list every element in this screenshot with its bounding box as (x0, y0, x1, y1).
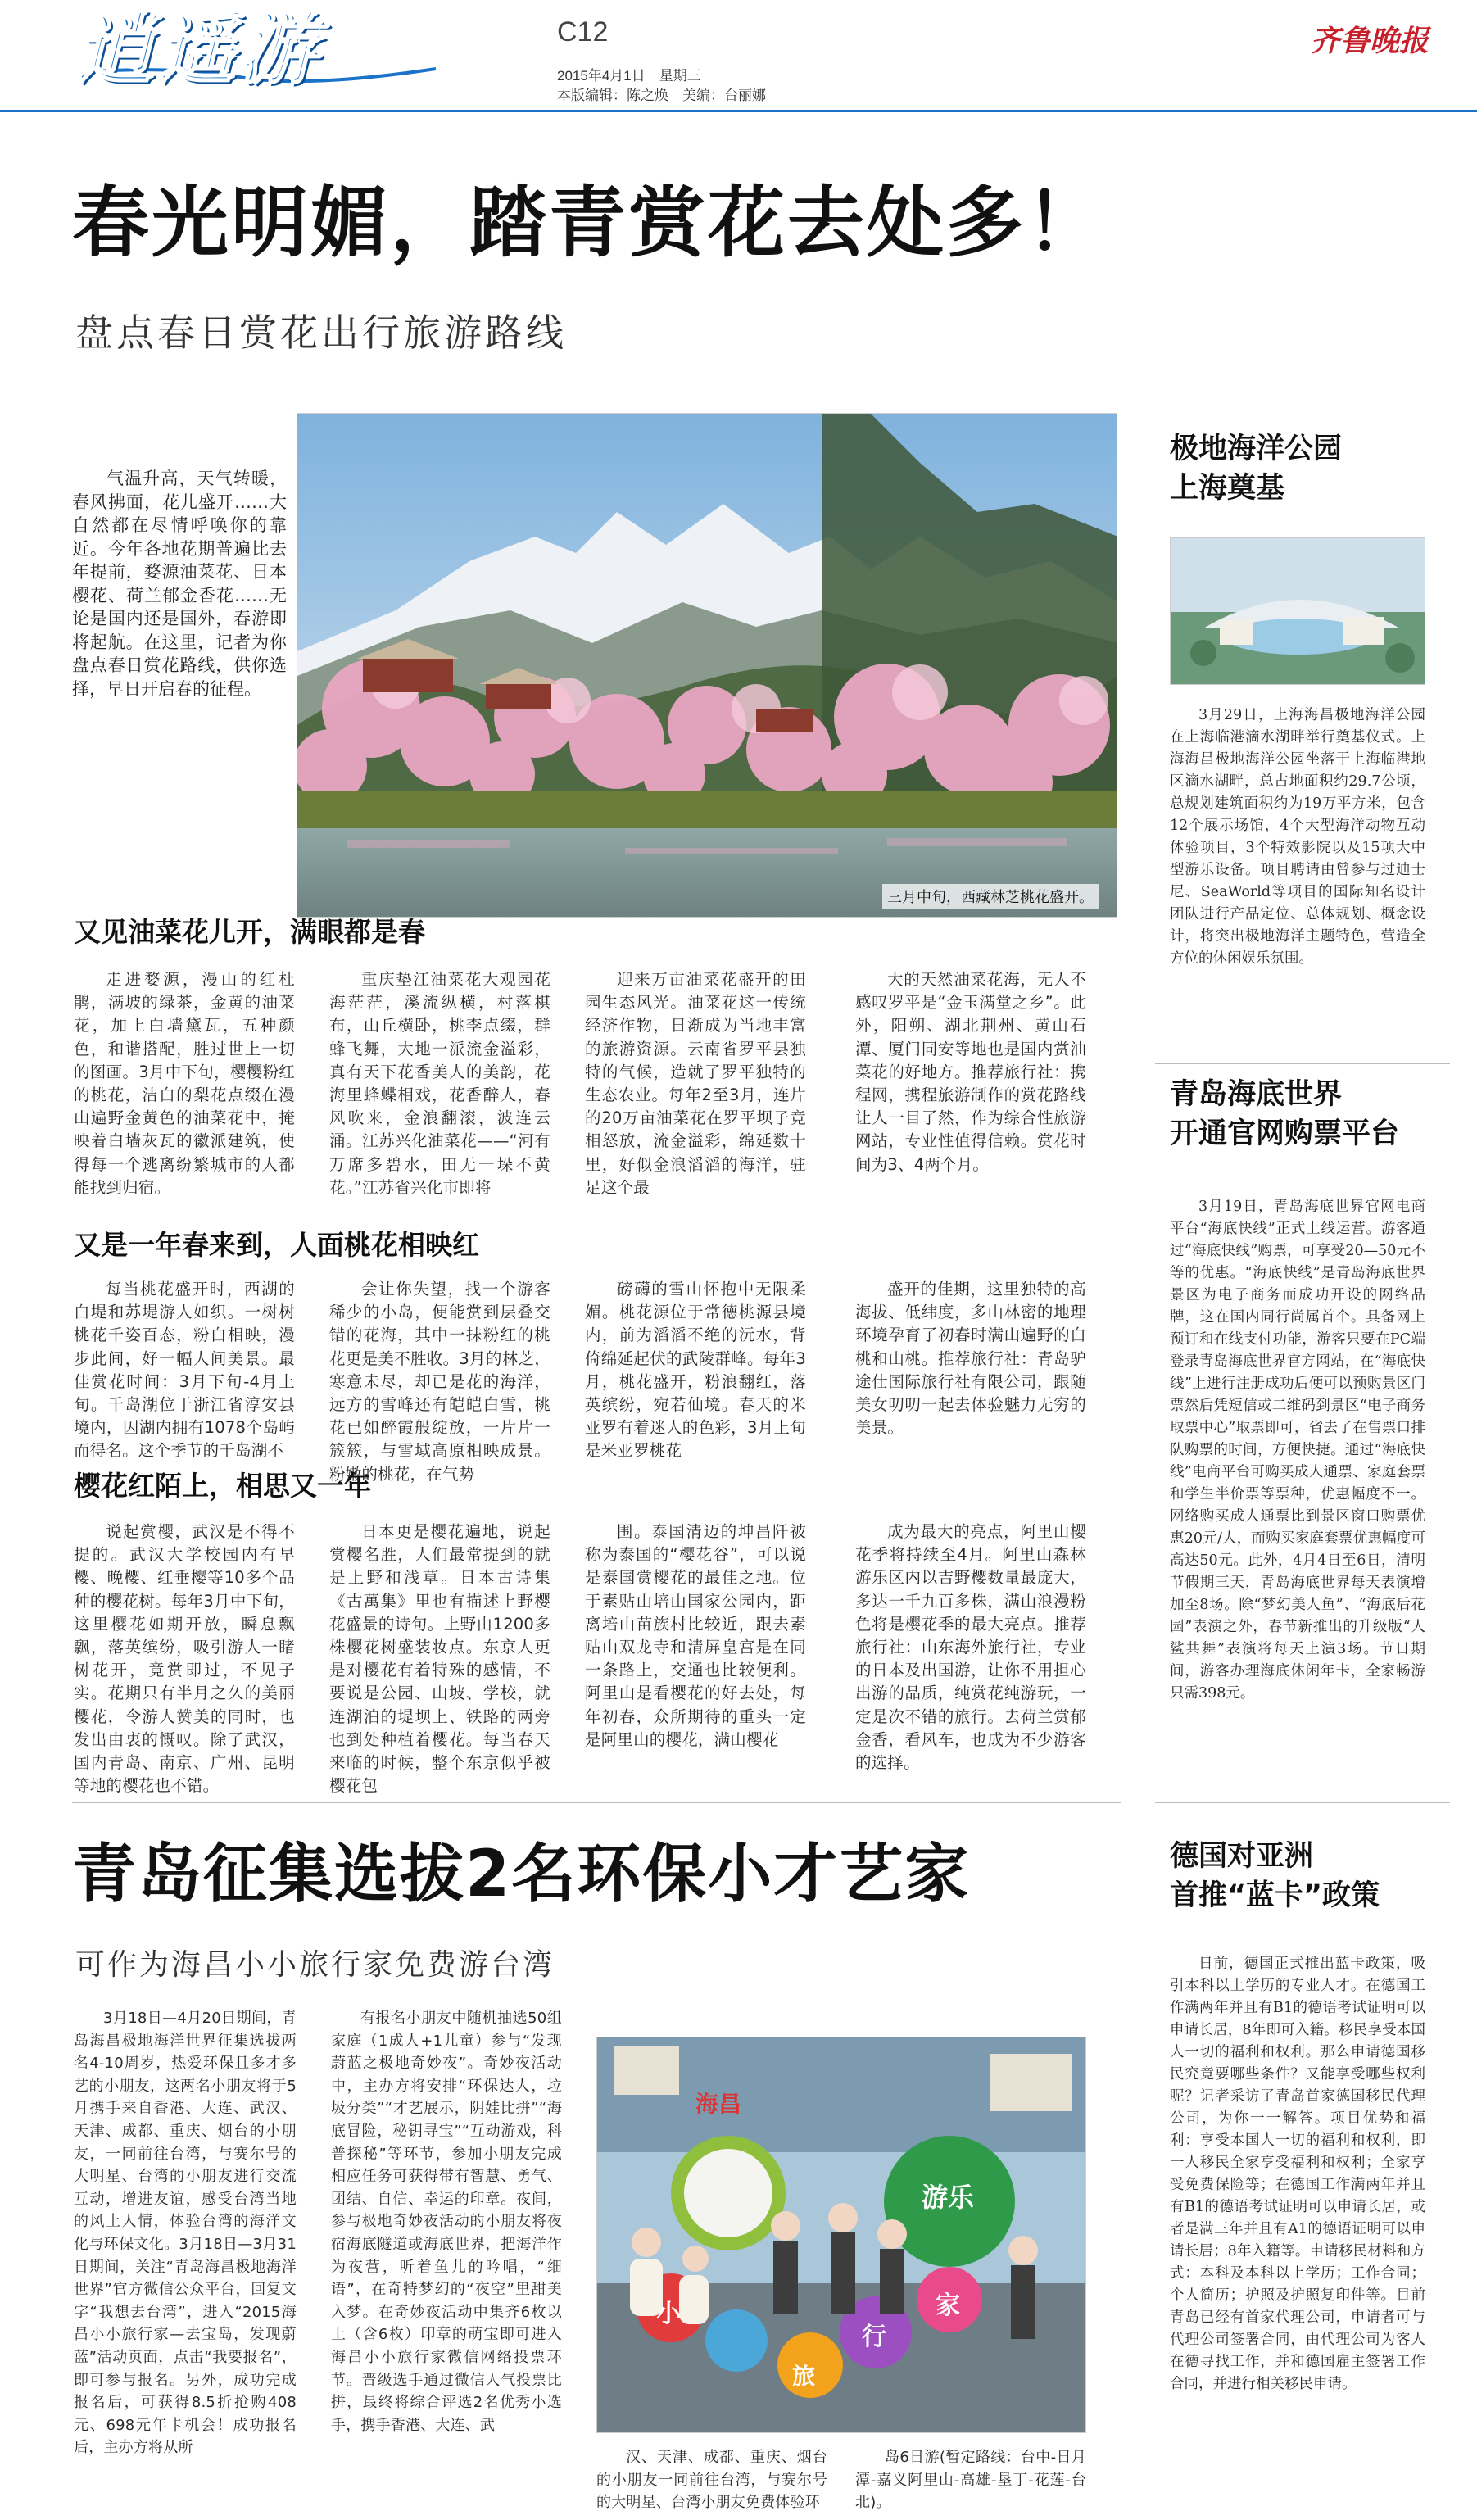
sidebar2-title-line1: 青岛海底世界 (1170, 1078, 1343, 1111)
article2-col1-text: 3月18日—4月20日期间，青岛海昌极地海洋世界征集选拔两名4-10周岁，热爱环保且多才多艺的小朋友，这两名小朋友将于5月携手来自香港、大连、武汉、天津、成都、重庆、烟台的小朋友，一同前往台湾，与赛尔号的大明星、台湾的小朋友进行交流互动，增进友谊，感受台湾当地的风土人情，体验台湾的海洋文化与环保文化。3月18日—3月31日期间，关注“青岛海昌极地海洋世界”官方微信公众平台，回复文字“我想去台湾”，进入“2015海昌小小旅行家—去宝岛，发现蔚蓝”活动页面，点击“我要报名”，即可参与报名。另外，成功完成报名后，可获得8.5折抢购408元、698元年卡机会！成功报名后，主办方将从所 (74, 2010, 297, 2457)
paper-name: 齐鲁晚报 (1311, 24, 1429, 58)
section1-col1-text: 走进婺源，漫山的红杜鹃，满坡的绿茶，金黄的油菜花，加上白墙黛瓦，五种颜色，和谐搭配，胜过世上一切的图画。3月中下旬，樱樱粉红的桃花，洁白的梨花点缀在漫山遍野金黄色的油菜花中，掩映着白墙灰瓦的徽派建筑，使得每一个逃离纷繁城市的人都能找到归宿。 (74, 970, 295, 1197)
section3-col4-text: 成为最大的亮点，阿里山樱花季将持续至4月。阿里山森林游乐区内以吉野樱数量最庞大，多达一千九百多株，满山浪漫粉色将是樱花季的最大亮点。推荐旅行社：山东海外旅行社，专业的日本及出国游，让你不用担心出游的品质，纯赏花纯游玩，一定是次不错的旅行。去荷兰赏郁金香，看风车，也成为不少游客的选择。 (855, 1522, 1086, 1773)
section3-col3-text: 围。泰国清迈的坤昌阡被称为泰国的“樱花谷”，可以说是泰国赏樱花的最佳之地。位于素贴山培山国家公园内，距离培山苗族村比较近，跟去素贴山双龙寺和清屏皇宫是在同一条路上，交通也比较便利。阿里山是看樱花的好去处，每年初春，众所期待的重头一定是阿里山的樱花，满山樱花 (585, 1522, 806, 1749)
masthead (0, 0, 1477, 115)
article2-headline: 青岛征集选拔2名环保小才艺家 (72, 1838, 971, 1911)
sidebar2-title-line2: 开通官网购票平台 (1170, 1117, 1400, 1150)
section1-col3 (585, 968, 806, 1199)
section3-col3 (585, 1521, 806, 1752)
peach-blossom-photo (297, 413, 1117, 918)
sign-youle: 游乐 (922, 2182, 975, 2213)
feature-bottom-rule (72, 1802, 1121, 1803)
issue-date: 2015年4月1日 星期三 (557, 68, 701, 84)
section1-title: 又见油菜花儿开，满眼都是春 (74, 916, 425, 948)
section1-col4-text: 大的天然油菜花海，无人不感叹罗平是“金玉满堂之乡”。此外，阳朔、湖北荆州、黄山石潭、厦门同安等地也是国内赏油菜花的好地方。推荐旅行社：携程网，携程旅游制作的赏花路线让人一目了然，作为综合性旅游网站，专业性值得信赖。赏花时间为3、4两个月。 (855, 970, 1086, 1174)
section2-col4-text: 盛开的佳期，这里独特的高海拔、低纬度，多山林密的地理环境孕育了初春时满山遍野的白桃和山桃。推荐旅行社：青岛驴途仕国际旅行社有限公司，跟随美女叨叨一起去体验魅力无穷的美景。 (855, 1280, 1086, 1438)
section1-col2 (329, 968, 550, 1199)
feature-subhead: 盘点春日赏花出行旅游路线 (75, 310, 567, 355)
sidebar2-body-text: 3月19日，青岛海底世界官网电商平台“海底快线”正式上线运营。游客通过“海底快线”购票，可享受20—50元不等的优惠。“海底快线”是青岛海底世界景区为电子商务而成功开设的网络品牌，这在国内同行尚属首个。具备网上预订和在线支付功能，游客只要在PC端登录青岛海底世界官方网站，在“海底快线”上进行注册成功后便可以预购景区门票然后凭短信或二维码到景区“电子商务取票中心”取票即可，省去了在售票口排队购票的时间，方便快捷。通过“海底快线”电商平台可购买成人通票、家庭套票和学生半价票等票种，优惠幅度不一。网络购买成人通票比到景区窗口购票优惠20元/人，而购买家庭套票优惠幅度可高达50元。此外，4月4日至6日，清明节假期三天，青岛海底世界每天表演增加至8场。除“梦幻美人鱼”、“海底后花园”表演之外，春节新推出的升级版“人鲨共舞”表演将每天上演3场。节日期间，游客办理海底休闲年卡，全家畅游只需398元。 (1170, 1199, 1425, 1702)
article2-col2 (331, 2007, 562, 2436)
sidebar2-title (1170, 1075, 1399, 1153)
section1-col3-text: 迎来万亩油菜花盛开的田园生态风光。油菜花这一传统经济作物，日渐成为当地丰富的旅游资源。云南省罗平县独特的气候，造就了罗平独特的生态农业。每年2至3月，连片的20万亩油菜花在罗平坝子竞相怒放，流金溢彩，绵延数十里，好似金浪滔滔的海洋，驻足这个最 (585, 970, 806, 1197)
sidebar1-body-text: 3月29日，上海海昌极地海洋公园在上海临港滴水湖畔举行奠基仪式。上海海昌极地海洋公园坐落于上海临港地区滴水湖畔，总占地面积约29.7公顷，总规划建筑面积约为19万平方米，包含12个展示场馆，4个大型海洋动物互动体验项目，3个特效影院以及15项大中型游乐设备。项目聘请由曾参与过迪士尼、SeaWorld等项目的国际知名设计团队进行产品定位、总体规划、概念设计，将突出极地海洋主题特色，营造全方位的休闲娱乐氛围。 (1170, 707, 1425, 967)
section2-col2 (329, 1278, 550, 1486)
header-rule (0, 110, 1477, 112)
section3-title: 樱花红陌上，相思又一年 (74, 1470, 371, 1502)
sign-haichang: 海昌 (695, 2091, 742, 2118)
sidebar2-body (1170, 1196, 1425, 1705)
photo-caption: 三月中旬，西藏林芝桃花盛开。 (882, 884, 1099, 909)
article2-col2-text: 有报名小朋友中随机抽选50组家庭（1成人+1儿童）参与“发现蔚蓝之极地奇妙夜”。奇妙夜活动中，主办方将安排“环保达人，垃圾分类”“才艺展示，阴娃比拼”“海底冒险，秘钥寻宝”“互动游戏，科普探秘”等环节，参加小朋友完成相应任务可获得带有智慧、勇气、团结、自信、幸运的印章。夜间，参与极地奇妙夜活动的小朋友将夜宿海底隧道或海底世界，把海洋作为夜营，听着鱼儿的吟唱，“细语”，在奇特梦幻的“夜空”里甜美入梦。在奇妙夜活动中集齐6枚以上（含6枚）印章的萌宝即可进入海昌小小旅行家微信网络投票环节。晋级选手通过微信人气投票比拼，最终将综合评选2名优秀小选手，携手香港、大连、武 (331, 2010, 562, 2434)
kids-event-photo (596, 2037, 1086, 2433)
section3-col1 (74, 1521, 295, 1797)
sidebar3-title-line1: 德国对亚洲 (1170, 1840, 1314, 1873)
article2-col1 (74, 2007, 297, 2459)
section-logo-text: 逍遥游 (75, 3, 321, 95)
peach-blossom-scene (297, 414, 1117, 918)
article2-col4-text: 岛6日游(暂定路线：台中-日月潭-嘉义阿里山-高雄-垦丁-花莲-台北)。 (855, 2449, 1086, 2512)
page-number: C12 (557, 16, 609, 48)
article2-col3-text: 汉、天津、成都、重庆、烟台的小朋友一同前往台湾，与赛尔号的大明星、台湾小朋友免费体验环 (596, 2449, 827, 2512)
editor-credit: 本版编辑：陈之焕 美编：台丽娜 (557, 88, 766, 103)
section3-col4 (855, 1521, 1086, 1774)
section2-col4 (855, 1278, 1086, 1439)
section1-col1 (74, 968, 295, 1199)
sidebar1-title (1170, 429, 1342, 508)
feature-intro: 气温升高，天气转暖，春风拂面，花儿盛开……大自然都在尽情呼唤你的靠近。今年各地花期普遍比去年提前，婺源油菜花、日本樱花、荷兰郁金香花……无论是国内还是国外，春游即将起航。在这里，记者为你盘点春日赏花路线，供你选择，早日开启春的征程。 (72, 469, 287, 699)
section1-col2-text: 重庆垫江油菜花大观园花海茫茫，溪流纵横，村落棋布，山丘横卧，桃李点缀，群蜂飞舞，大地一派流金溢彩，真有天下花香美人的美韵，花海里蜂蝶相戏，花香醉人，春风吹来，金浪翻滚，波连云涌。江苏兴化油菜花——“河有万席多碧水，田无一垛不黄花。”江苏省兴化市即将 (329, 970, 550, 1197)
sidebar1-body (1170, 705, 1425, 970)
section2-col2-text: 会让你失望，找一个游客稀少的小岛，便能赏到层叠交错的花海，其中一抹粉红的桃花更是美不胜收。3月的林芝，寒意未尽，却已是花的海洋，远方的雪峰还有皑皑白雪，桃花已如醉霞般绽放，一片片一簇簇，与雪域高原相映成景。粉嫩的桃花，在气势 (329, 1280, 550, 1484)
marine-park-art (1171, 538, 1425, 685)
sign-xing: 行 (862, 2323, 886, 2351)
sidebar3-body (1170, 1953, 1425, 2395)
section2-col1-text: 每当桃花盛开时，西湖的白堤和苏堤游人如织。一树树桃花千姿百态，粉白相映，漫步此间，好一幅人间美景。最佳赏花时间：3月下旬-4月上旬。千岛湖位于浙江省淳安县境内，因湖内拥有1078个岛屿而得名。这个季节的千岛湖不 (74, 1280, 295, 1461)
sidebar-rule-2 (1155, 1802, 1450, 1803)
sign-lv: 旅 (792, 2363, 816, 2390)
sign-jia: 家 (936, 2291, 960, 2320)
article2-col3 (596, 2446, 827, 2514)
sidebar-rule-1 (1155, 1063, 1450, 1064)
article2-col4 (855, 2446, 1086, 2514)
sidebar1-title-line2: 上海奠基 (1170, 472, 1285, 505)
sidebar3-title-line2: 首推“蓝卡”政策 (1170, 1879, 1380, 1912)
section2-col3 (585, 1278, 806, 1463)
sidebar3-body-text: 日前，德国正式推出蓝卡政策，吸引本科以上学历的专业人才。在德国工作满两年并且有B1的德语考试证明可以申请长居，8年即可入籍。移民享受本国人一切的福利和权利。那么申请德国移民究竟要哪些条件？又能享受哪些权利呢？记者采访了青岛首家德国移民代理公司，为你一一解答。项目优势和福利：享受本国人一切的福利和权利，即一人移民全家享受福利和权利；全家享受免费保险等；在德国工作满两年并且有B1的德语考试证明可以申请长居，或者是满三年并且有A1的德语证明可以申请长居；8年入籍等。申请移民材料和方式：本科及本科以上学历；工作合同；个人简历；护照及护照复印件等。目前青岛已经有首家代理公司，申请者可与代理公司签署合同，由代理公司为客人在德寻找工作，并和德国雇主签署工作合同，并进行相关移民申请。 (1170, 1956, 1425, 2392)
section2-title: 又是一年春来到，人面桃花相映红 (74, 1229, 479, 1261)
section3-col2-text: 日本更是樱花遍地，说起赏樱名胜，人们最常提到的就是上野和浅草。日本古诗集《古萬集》里也有描述上野樱花盛景的诗句。上野由1200多株樱花树盛装妆点。东京人更是对樱花有着特殊的感情，不要说是公园、山坡、学校，就连湖泊的堤坝上、铁路的两旁也到处种植着樱花。每当春天来临的时候，整个东京似乎被樱花包 (329, 1522, 550, 1796)
marine-park-rendering (1170, 537, 1425, 685)
feature-headline: 春光明媚，踏青赏花去处多！ (72, 179, 1106, 268)
section2-col3-text: 磅礴的雪山怀抱中无限柔媚。桃花源位于常德桃源县境内，前为滔滔不绝的沅水，背倚绵延起伏的武陵群峰。每年3月，桃花盛开，粉浪翻红，落英缤纷，宛若仙境。春天的米亚罗有着迷人的色彩，3月上旬是米亚罗桃花 (585, 1280, 806, 1461)
sidebar1-title-line1: 极地海洋公园 (1170, 433, 1343, 465)
section-logo (75, 3, 444, 98)
section1-col4 (855, 968, 1086, 1176)
section2-col1 (74, 1278, 295, 1463)
sidebar3-title (1170, 1837, 1380, 1915)
section3-col2 (329, 1521, 550, 1797)
section3-col1-text: 说起赏樱，武汉是不得不提的。武汉大学校园内有早樱、晚樱、红垂樱等10多个品种的樱花树。每年3月中下旬，这里樱花如期开放，瞬息飘飘，落英缤纷，吸引游人一睹树花开，竟赏即过，不见子实。花期只有半月之久的美丽樱花，令游人赞美的同时，也发出由衷的慨叹。除了武汉，国内青岛、南京、广州、昆明等地的樱花也不错。 (74, 1522, 295, 1796)
sign-xiao: 小 (656, 2300, 681, 2328)
kids-event-scene (597, 2037, 1086, 2433)
article2-subhead: 可作为海昌小小旅行家免费游台湾 (75, 1948, 555, 1982)
